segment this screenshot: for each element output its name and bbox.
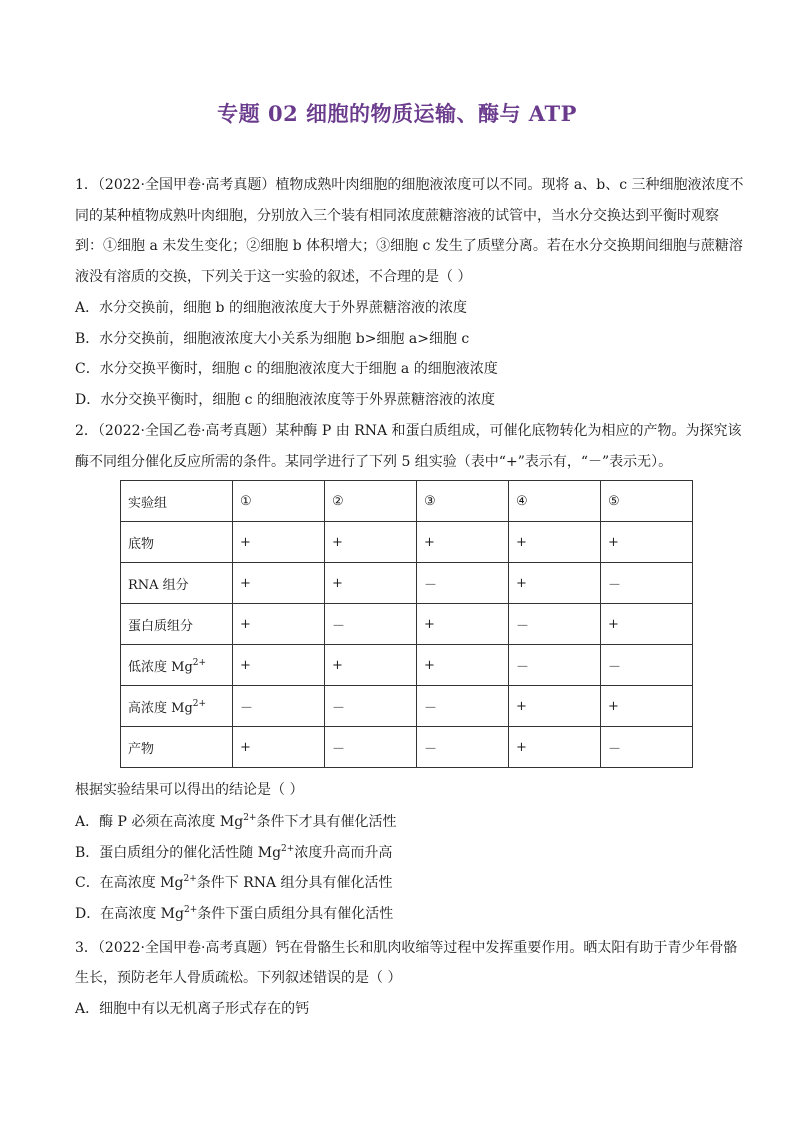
table-cell: －	[233, 686, 325, 727]
table-cell: +	[325, 645, 417, 686]
table-row	[121, 727, 693, 768]
table-cell: +	[233, 645, 325, 686]
table-cell: －	[417, 563, 509, 604]
option-text: 条件下 RNA 组分具有催化活性	[196, 875, 393, 891]
superscript: 2+	[243, 813, 257, 823]
superscript: 2+	[183, 905, 198, 915]
superscript: 2+	[281, 844, 295, 854]
table-header-cell: ③	[417, 481, 509, 522]
question-2-conclusion-prompt: 根据实验结果可以得出的结论是（ ）	[75, 782, 304, 798]
row-label	[121, 604, 233, 645]
question-3-line: 生长，预防老年人骨质疏松。下列叙述错误的是（ ）	[75, 970, 402, 986]
table-row	[121, 604, 693, 645]
table-header-cell: ①	[233, 481, 325, 522]
superscript: 2+	[183, 874, 197, 884]
table-cell: +	[233, 522, 325, 563]
question-1-line: 1．（2022·全国甲卷·高考真题）植物成熟叶肉细胞的细胞液浓度可以不同。现将 a、b、c 三种细胞液浓度不	[75, 177, 744, 193]
table-cell: －	[325, 604, 417, 645]
question-3-option-a: A．细胞中有以无机离子形式存在的钙	[75, 1001, 310, 1017]
question-3-line: 3．（2022·全国甲卷·高考真题）钙在骨骼生长和肌肉收缩等过程中发挥重要作用。晒太阳有助于青少年骨骼	[75, 940, 738, 956]
table-header-cell: ⑤	[601, 481, 693, 522]
page-title: 专题 02 细胞的物质运输、酶与 ATP	[217, 101, 577, 126]
option-text: D．在高浓度 Mg	[75, 906, 184, 922]
row-label-text: 蛋白质组分	[128, 618, 194, 634]
question-1-option-c: C．水分交换平衡时，细胞 c 的细胞液浓度大于细胞 a 的细胞液浓度	[75, 361, 498, 377]
question-1-line: 到：①细胞 a 未发生变化；②细胞 b 体积增大；③细胞 c 发生了质壁分离。若在水分交换期间细胞与蔗糖溶	[75, 238, 743, 254]
superscript: 2+	[192, 657, 207, 668]
table-cell: －	[601, 563, 693, 604]
table-cell: －	[325, 727, 417, 768]
table-cell: －	[601, 645, 693, 686]
table-cell: －	[417, 727, 509, 768]
row-label	[121, 645, 233, 686]
row-label	[121, 563, 233, 604]
table-cell: +	[601, 686, 693, 727]
table-row	[121, 686, 693, 727]
table-row	[121, 522, 693, 563]
question-1-line: 同的某种植物成熟叶肉细胞，分别放入三个装有相同浓度蔗糖溶液的试管中，当水分交换达到平衡时观察	[75, 208, 719, 224]
option-text: 浓度升高而升高	[294, 845, 393, 861]
table-header-cell: 实验组	[121, 481, 233, 522]
table-cell: －	[601, 727, 693, 768]
table-cell: +	[509, 727, 601, 768]
table-row	[121, 645, 693, 686]
option-text: C．在高浓度 Mg	[75, 875, 184, 891]
experiment-table	[120, 480, 693, 768]
option-text: A．酶 P 必须在高浓度 Mg	[75, 814, 244, 830]
question-2-option-c	[75, 873, 393, 893]
question-1-option-a: A．水分交换前，细胞 b 的细胞液浓度大于外界蔗糖溶液的浓度	[75, 300, 467, 316]
row-label-text: 低浓度 Mg	[128, 659, 193, 675]
question-2-option-a	[75, 812, 396, 832]
table-header-cell: ④	[509, 481, 601, 522]
question-1-line: 液没有溶质的交换，下列关于这一实验的叙述，不合理的是（ ）	[75, 269, 472, 285]
table-cell: +	[233, 727, 325, 768]
option-text: 条件下才具有催化活性	[256, 814, 397, 830]
question-1-option-b: B．水分交换前，细胞液浓度大小关系为细胞 b>细胞 a>细胞 c	[75, 331, 470, 347]
row-label-text: 底物	[128, 536, 155, 552]
table-cell: －	[509, 604, 601, 645]
option-text: 条件下蛋白质组分具有催化活性	[197, 906, 394, 922]
table-header-cell: ②	[325, 481, 417, 522]
table-row	[121, 563, 693, 604]
question-2-option-d	[75, 904, 393, 924]
row-label-text: RNA 组分	[128, 577, 189, 593]
table-cell: －	[417, 686, 509, 727]
row-label-text: 高浓度 Mg	[128, 700, 193, 716]
row-label	[121, 727, 233, 768]
table-cell: +	[233, 604, 325, 645]
table-cell: －	[325, 686, 417, 727]
table-cell: +	[509, 522, 601, 563]
table-cell: +	[509, 686, 601, 727]
question-2-line: 2．（2022·全国乙卷·高考真题）某种酶 P 由 RNA 和蛋白质组成，可催化底物转化为相应的产物。为探究该	[75, 423, 742, 439]
question-2-line: 酶不同组分催化反应所需的条件。某同学进行了下列 5 组实验（表中“+”表示有，“－”表示无）。	[75, 454, 673, 470]
question-2-option-b	[75, 843, 392, 863]
table-cell: +	[325, 563, 417, 604]
row-label-text: 产物	[128, 741, 155, 757]
table-cell: +	[233, 563, 325, 604]
superscript: 2+	[192, 698, 207, 709]
table-cell: －	[509, 645, 601, 686]
question-1-option-d: D．水分交换平衡时，细胞 c 的细胞液浓度等于外界蔗糖溶液的浓度	[75, 392, 495, 408]
table-cell: +	[417, 604, 509, 645]
table-cell: +	[417, 645, 509, 686]
table-header-row	[121, 481, 693, 522]
table-cell: +	[601, 522, 693, 563]
row-label	[121, 686, 233, 727]
row-label	[121, 522, 233, 563]
table-cell: +	[417, 522, 509, 563]
table-cell: +	[325, 522, 417, 563]
table-cell: +	[601, 604, 693, 645]
table-cell: +	[509, 563, 601, 604]
option-text: B．蛋白质组分的催化活性随 Mg	[75, 845, 282, 861]
